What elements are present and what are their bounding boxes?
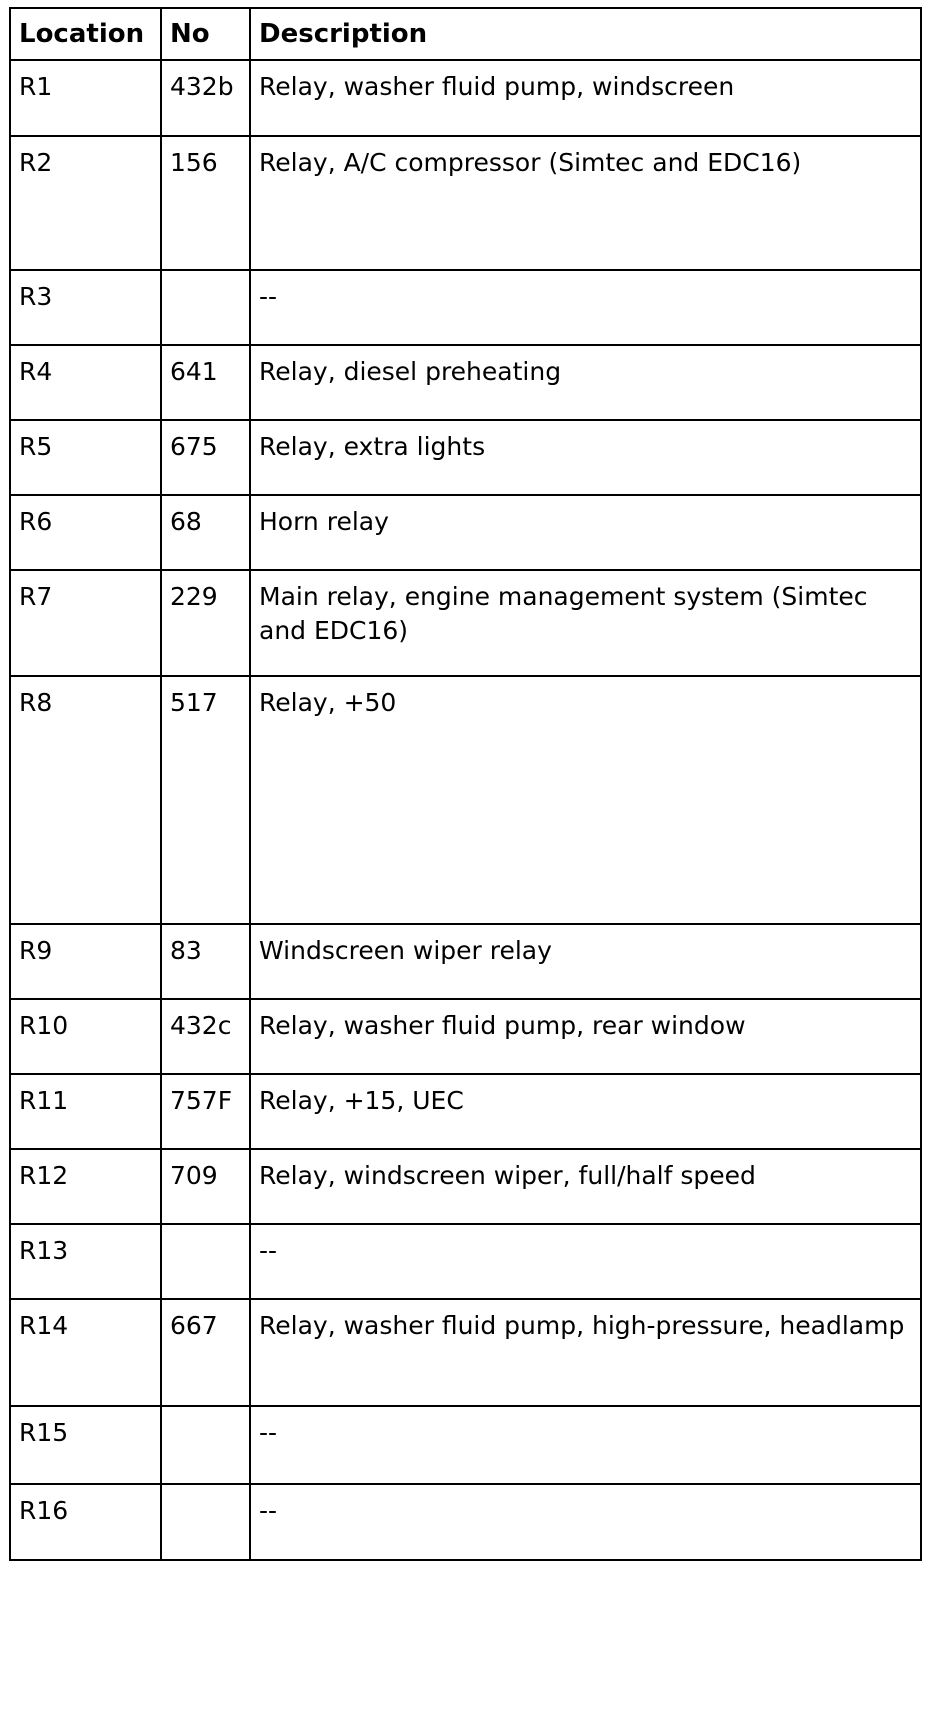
cell-description: -- (250, 1484, 921, 1560)
header-row (10, 8, 921, 60)
table-row (10, 570, 921, 676)
cell-location: R6 (10, 495, 161, 570)
cell-no: 641 (161, 345, 250, 420)
table-row (10, 1224, 921, 1299)
cell-location: R13 (10, 1224, 161, 1299)
cell-description: Relay, +15, UEC (250, 1074, 921, 1149)
table-row (10, 1299, 921, 1406)
cell-location: R7 (10, 570, 161, 676)
table-row (10, 345, 921, 420)
table-row (10, 420, 921, 495)
table-row (10, 676, 921, 924)
cell-no: 68 (161, 495, 250, 570)
cell-description: -- (250, 1406, 921, 1484)
cell-description: Relay, washer fluid pump, high-pressure, headlamp (250, 1299, 921, 1406)
cell-location: R11 (10, 1074, 161, 1149)
cell-description: Relay, diesel preheating (250, 345, 921, 420)
cell-no: 432c (161, 999, 250, 1074)
table-row (10, 1074, 921, 1149)
cell-description: Relay, extra lights (250, 420, 921, 495)
cell-description: Relay, +50 (250, 676, 921, 924)
cell-location: R1 (10, 60, 161, 136)
cell-location: R10 (10, 999, 161, 1074)
cell-no: 432b (161, 60, 250, 136)
cell-no: 83 (161, 924, 250, 999)
table-row (10, 60, 921, 136)
cell-description: Relay, windscreen wiper, full/half speed (250, 1149, 921, 1224)
table-row (10, 999, 921, 1074)
cell-description: Windscreen wiper relay (250, 924, 921, 999)
cell-location: R2 (10, 136, 161, 270)
cell-no: 675 (161, 420, 250, 495)
cell-location: R14 (10, 1299, 161, 1406)
cell-location: R5 (10, 420, 161, 495)
table-row (10, 924, 921, 999)
table-row (10, 136, 921, 270)
cell-description: Relay, washer fluid pump, windscreen (250, 60, 921, 136)
table-row (10, 270, 921, 345)
cell-description: -- (250, 1224, 921, 1299)
cell-no: 229 (161, 570, 250, 676)
cell-no (161, 1406, 250, 1484)
cell-location: R12 (10, 1149, 161, 1224)
cell-description: Relay, washer fluid pump, rear window (250, 999, 921, 1074)
cell-no: 667 (161, 1299, 250, 1406)
table-row (10, 1406, 921, 1484)
table-body (10, 60, 921, 1560)
table-row (10, 1484, 921, 1560)
cell-no: 156 (161, 136, 250, 270)
cell-location: R16 (10, 1484, 161, 1560)
relay-table (9, 7, 922, 1561)
table-row (10, 495, 921, 570)
header-location: Location (10, 8, 161, 60)
cell-description: -- (250, 270, 921, 345)
table-row (10, 1149, 921, 1224)
cell-description: Relay, A/C compressor (Simtec and EDC16) (250, 136, 921, 270)
header-no: No (161, 8, 250, 60)
cell-no: 709 (161, 1149, 250, 1224)
cell-description: Horn relay (250, 495, 921, 570)
table-header (10, 8, 921, 60)
cell-no (161, 1224, 250, 1299)
cell-no (161, 270, 250, 345)
cell-location: R8 (10, 676, 161, 924)
header-description: Description (250, 8, 921, 60)
cell-description: Main relay, engine management system (Simtec and EDC16) (250, 570, 921, 676)
cell-location: R4 (10, 345, 161, 420)
cell-no: 517 (161, 676, 250, 924)
cell-location: R3 (10, 270, 161, 345)
cell-location: R9 (10, 924, 161, 999)
cell-no (161, 1484, 250, 1560)
cell-location: R15 (10, 1406, 161, 1484)
cell-no: 757F (161, 1074, 250, 1149)
